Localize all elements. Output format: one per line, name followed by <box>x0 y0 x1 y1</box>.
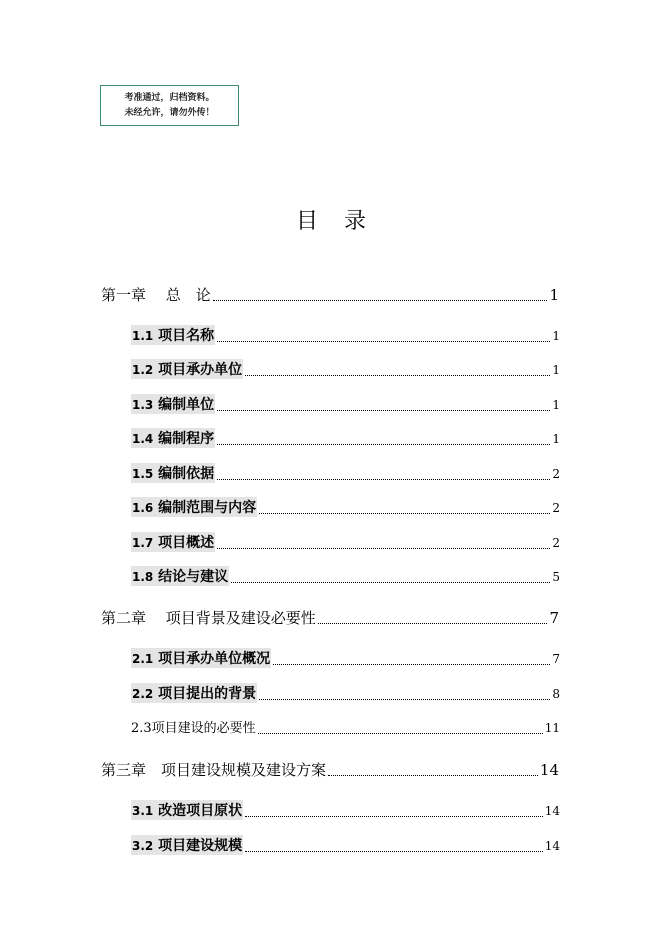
dot-leader <box>258 733 543 734</box>
toc-section-2-2[interactable] <box>131 683 560 703</box>
toc-page-number: 1 <box>552 398 560 412</box>
toc-entry-label: 第三章 项目建设规模及建设方案 <box>101 761 327 779</box>
section-number: 2.2 <box>132 687 154 701</box>
toc-entry-label: 第一章 总 论 <box>101 286 211 304</box>
toc-page-number: 2 <box>552 467 560 481</box>
section-number: 1.6 <box>132 501 154 515</box>
toc-section-2-1[interactable] <box>131 648 560 668</box>
toc-page-number: 2 <box>552 501 560 515</box>
toc-entry-label: 项目承办单位 <box>158 362 243 378</box>
dot-leader <box>217 341 550 342</box>
toc-entry-label: 项目提出的背景 <box>158 686 257 702</box>
toc-chapter-3[interactable] <box>101 759 559 779</box>
toc-page-number: 1 <box>549 286 559 304</box>
toc-entry-label: 项目概述 <box>158 535 215 551</box>
dot-leader <box>245 816 543 817</box>
section-number: 1.2 <box>132 363 154 377</box>
toc-entry-label: 结论与建议 <box>158 569 229 585</box>
dot-leader <box>217 444 550 445</box>
dot-leader <box>213 300 548 301</box>
toc-section-2-3[interactable] <box>131 717 560 737</box>
toc-page-number: 14 <box>539 761 559 779</box>
toc-page-number: 1 <box>552 363 560 377</box>
toc-chapter-1[interactable] <box>101 284 559 304</box>
section-number: 1.7 <box>132 536 154 550</box>
dot-leader <box>259 513 550 514</box>
toc-page-number: 8 <box>552 687 560 701</box>
toc-entry-label: 编制范围与内容 <box>158 500 257 516</box>
toc-section-1-6[interactable] <box>131 497 560 517</box>
dot-leader <box>217 479 550 480</box>
toc-entry-label: 2.3项目建设的必要性 <box>131 721 256 736</box>
dot-leader <box>259 699 550 700</box>
stamp-line-2: 未经允许，请勿外传！ <box>124 107 215 118</box>
toc-section-1-8[interactable] <box>131 566 560 586</box>
section-number: 1.4 <box>132 432 154 446</box>
section-number: 1.8 <box>132 570 154 584</box>
toc-section-1-7[interactable] <box>131 532 560 552</box>
toc-entry-label: 编制单位 <box>158 397 215 413</box>
toc-page-number: 14 <box>544 839 560 853</box>
toc-page-number: 5 <box>552 570 560 584</box>
toc-section-1-2[interactable] <box>131 359 560 379</box>
toc-entry-label: 编制依据 <box>158 466 215 482</box>
toc-page-number: 11 <box>544 721 560 735</box>
dot-leader <box>273 664 550 665</box>
toc-section-1-3[interactable] <box>131 394 560 414</box>
toc-page-number: 14 <box>544 804 560 818</box>
section-number: 2.1 <box>132 652 154 666</box>
toc-entry-label: 项目建设规模 <box>158 838 243 854</box>
dot-leader <box>231 582 550 583</box>
toc-section-1-1[interactable] <box>131 325 560 345</box>
toc-title: 目录 <box>295 209 392 234</box>
toc-chapter-2[interactable] <box>101 607 559 627</box>
toc-page-number: 7 <box>552 652 560 666</box>
dot-leader <box>245 375 550 376</box>
section-number: 3.1 <box>132 804 154 818</box>
section-number: 1.5 <box>132 467 154 481</box>
toc-section-3-2[interactable] <box>131 835 560 855</box>
toc-entry-label: 编制程序 <box>158 431 215 447</box>
toc-section-1-4[interactable] <box>131 428 560 448</box>
approval-stamp <box>100 85 239 126</box>
toc-entry-label: 项目承办单位概况 <box>158 651 271 667</box>
toc-page-number: 1 <box>552 329 560 343</box>
dot-leader <box>217 548 550 549</box>
toc-page-number: 1 <box>552 432 560 446</box>
dot-leader <box>328 775 538 776</box>
toc-entry-label: 改造项目原状 <box>158 803 243 819</box>
toc-entry-label: 第二章 项目背景及建设必要性 <box>101 609 316 627</box>
section-number: 3.2 <box>132 839 154 853</box>
toc-entry-label: 项目名称 <box>158 328 215 344</box>
dot-leader <box>318 623 548 624</box>
dot-leader <box>245 851 543 852</box>
toc-page-number: 2 <box>552 536 560 550</box>
stamp-line-1: 考准通过，归档资料。 <box>124 92 215 103</box>
section-number: 1.1 <box>132 329 154 343</box>
toc-section-1-5[interactable] <box>131 463 560 483</box>
dot-leader <box>217 410 550 411</box>
toc-section-3-1[interactable] <box>131 800 560 820</box>
section-number: 1.3 <box>132 398 154 412</box>
toc-page-number: 7 <box>549 609 559 627</box>
